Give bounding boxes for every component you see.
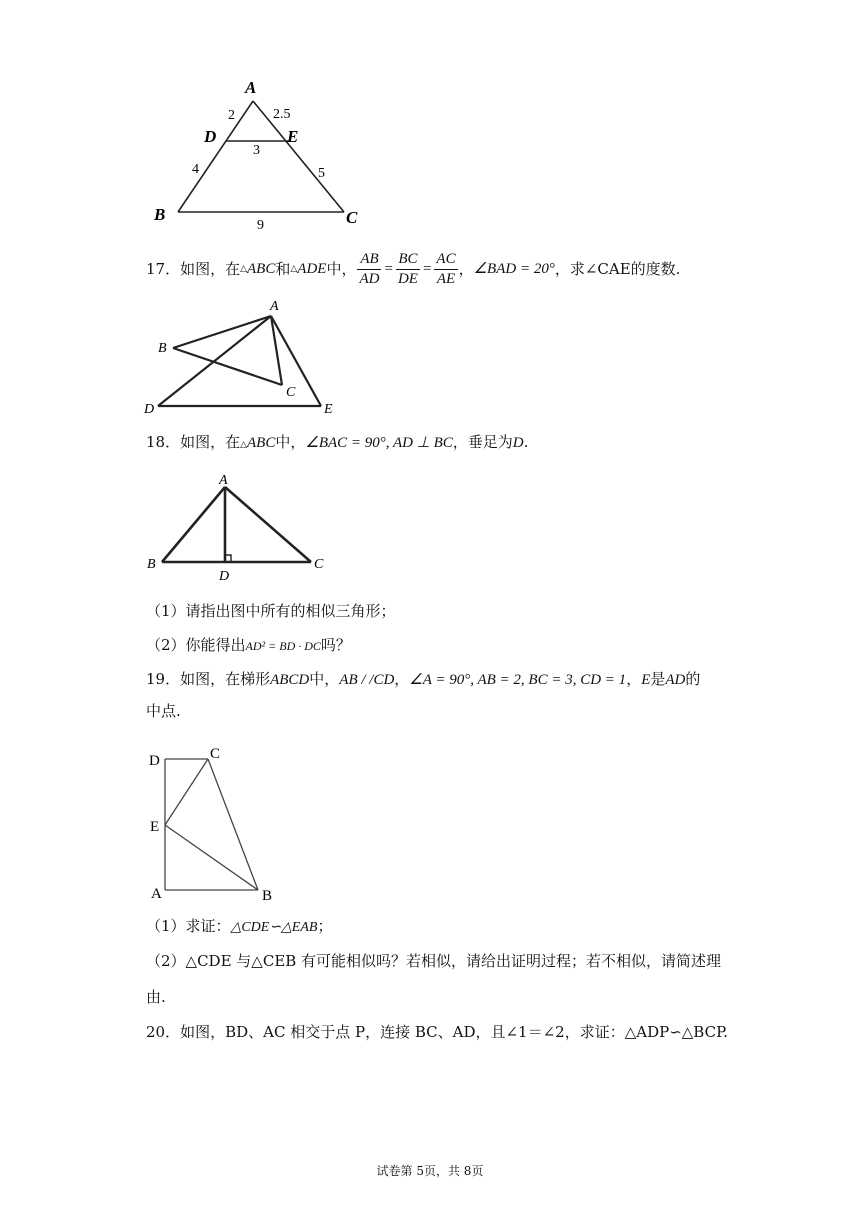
figure-right-triangle-altitude (140, 468, 340, 583)
label-e: E (324, 402, 333, 416)
label-d: D (204, 127, 217, 146)
question-20: 20．如图，BD、AC 相交于点 P，连接 BC、AD，且∠1＝∠2，求证：△ADP∽△BCP. (146, 1023, 728, 1041)
q19-1-prefix: （1）求证： (146, 917, 231, 935)
q17-eq2: = (422, 261, 432, 277)
question-18-part-1: （1）请指出图中所有的相似三角形； (146, 602, 396, 620)
q18-triangle: ABC (247, 435, 276, 451)
label-a: A (245, 78, 257, 97)
q19-mid: 中， (309, 670, 340, 688)
q19-trapezoid: ABCD (270, 672, 310, 688)
q17-mid: 中， (326, 260, 357, 278)
q17-fraction-bc-de: $\frac{BC}{DE}$ (397, 250, 418, 287)
q17-triangle-abc: ABC (247, 261, 276, 277)
q17-triangle-ade: ADE (297, 261, 327, 277)
question-17: 17．如图，在 △ ABC 和 △ ADE 中， $\frac{AB}{AD}$ = $\frac{BC}{DE}$ = $\frac{AC}{AE}$ ， ∠BAD = 20° ，求∠CAE的度数. (146, 250, 681, 287)
label-c: C (286, 385, 296, 400)
q19-mid2: ， (626, 670, 642, 688)
label-a: A (151, 886, 162, 902)
q17-and: 和 (275, 260, 291, 278)
question-19-part-1 (146, 915, 332, 939)
figure-triangle-de-bc (140, 75, 380, 235)
label-ec-length: 5 (318, 166, 325, 181)
label-b: B (147, 557, 156, 572)
q18-mid: 中， (275, 433, 306, 451)
q19-ad: AD (665, 672, 686, 688)
label-bc-length: 9 (257, 218, 264, 233)
label-de-length: 3 (253, 143, 260, 158)
label-b: B (158, 341, 167, 356)
q17-fraction-ab-ad: $\frac{AB}{AD}$ (359, 250, 380, 287)
q18-condition: ∠BAC = 90°, AD ⊥ BC (305, 435, 453, 451)
question-19-part-2-line-1: （2）△CDE 与△CEB 有可能相似吗？若相似，请给出证明过程；若不相似，请简述理 (146, 952, 722, 970)
q17-tail: ，求∠CAE的度数. (554, 260, 681, 278)
q19-1-tail: ； (317, 917, 333, 935)
question-19-line-2: 中点. (146, 702, 181, 720)
q17-prefix: 17．如图，在 (146, 260, 241, 278)
label-db-length: 4 (192, 162, 199, 177)
q17-eq1: = (384, 261, 393, 277)
q17-fraction-ac-ae: $\frac{AC}{AE}$ (436, 250, 456, 287)
label-d: D (144, 402, 155, 416)
q19-condition: ∠A = 90°, AB = 2, BC = 3, CD = 1 (409, 672, 627, 688)
label-e: E (150, 819, 160, 835)
q18-foot: D (512, 435, 524, 451)
question-19 (146, 668, 700, 691)
question-18: 18．如图，在△ABC中，∠BAC = 90°, AD ⊥ BC，垂足为D. (146, 433, 529, 451)
q17-angle-bad: ∠BAD = 20° (473, 261, 555, 277)
label-c: C (314, 557, 324, 572)
q19-de: 的 (685, 670, 701, 688)
label-b: B (262, 888, 273, 904)
q19-1-formula: △CDE∽△EAB (230, 920, 318, 935)
q19-parallel: AB / /CD (339, 672, 395, 688)
label-d: D (149, 753, 160, 769)
q18-2-prefix: （2）你能得出 (146, 636, 246, 654)
figure-overlapping-triangles (140, 296, 350, 416)
question-19-part-2-line-2: 由. (146, 988, 166, 1006)
label-c: C (346, 208, 358, 227)
label-a: A (219, 473, 228, 488)
label-a: A (270, 299, 279, 314)
q19-is: 是 (650, 670, 666, 688)
q19-e: E (641, 672, 651, 688)
label-ae-length: 2.5 (273, 107, 291, 122)
q17-comma: ， (458, 260, 474, 278)
q19-sep: ， (394, 670, 410, 688)
q19-prefix: 19．如图，在梯形 (146, 670, 271, 688)
q18-2-tail: 吗？ (320, 636, 351, 654)
q18-end: . (523, 433, 529, 451)
label-d: D (219, 569, 230, 583)
q18-prefix: 18．如图，在 (146, 433, 241, 451)
label-e: E (287, 127, 299, 146)
q18-2-formula: AD² = BD · DC (245, 639, 321, 653)
label-ad-length: 2 (228, 108, 235, 123)
question-18-part-2 (146, 634, 351, 657)
label-c: C (210, 746, 221, 762)
page-footer: 试卷第 5页，共 8页 (376, 1164, 484, 1178)
figure-trapezoid (140, 745, 290, 905)
label-b: B (154, 205, 166, 224)
q18-tail: ，垂足为 (452, 433, 513, 451)
